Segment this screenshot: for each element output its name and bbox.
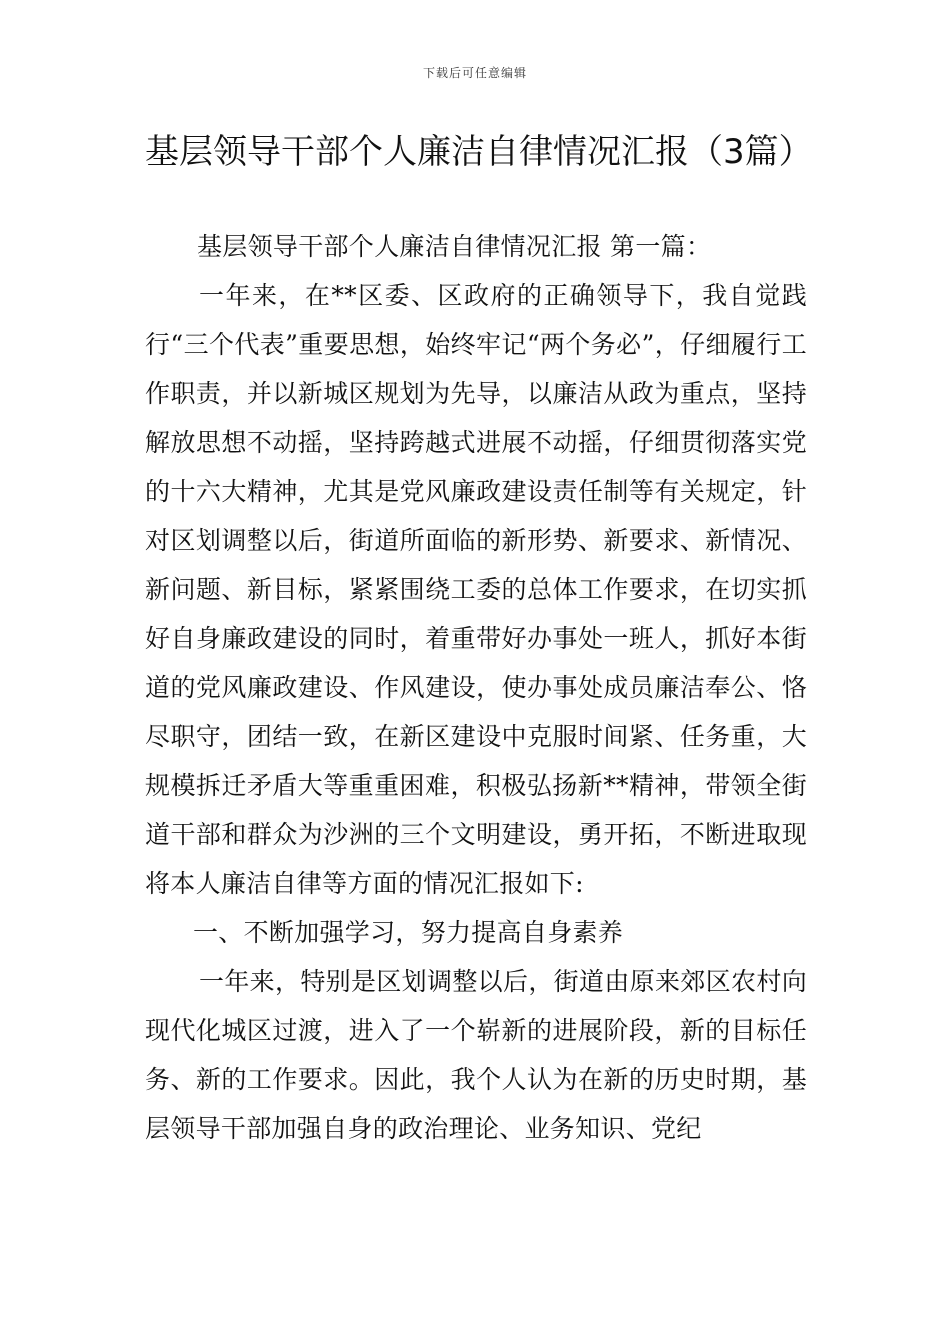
- header-note: 下载后可任意编辑: [422, 66, 527, 80]
- document-body: [145, 222, 807, 1153]
- section-subtitle: 基层领导干部个人廉洁自律情况汇报 第一篇：: [197, 232, 712, 261]
- section-heading: 一、不断加强学习，努力提高自身素养: [193, 918, 624, 947]
- paragraph-intro: 一年来，在**区委、区政府的正确领导下，我自觉践行“三个代表”重要思想，始终牢记“两个务必”，仔细履行工作职责，并以新城区规划为先导，以廉洁从政为重点，坚持解放思想不动摇，坚持跨越式进展不动摇，仔细贯彻落实党的十六大精神，尤其是党风廉政建设责任制等有关规定，针对区划调整以后，街道所面临的新形势、新要求、新情况、新问题、新目标，紧紧围绕工委的总体工作要求，在切实抓好自身廉政建设的同时，着重带好办事处一班人，抓好本街道的党风廉政建设、作风建设，使办事处成员廉洁奉公、恪尽职守，团结一致，在新区建设中克服时间紧、任务重，大规模拆迁矛盾大等重重困难，积极弘扬新**精神，带领全街道干部和群众为沙洲的三个文明建设，勇开拓，不断进取现将本人廉洁自律等方面的情况汇报如下:: [145, 281, 807, 898]
- document-title: 基层领导干部个人廉洁自律情况汇报（3篇）: [145, 132, 813, 172]
- paragraph-body: 一年来，特别是区划调整以后，街道由原来郊区农村向现代化城区过渡，进入了一个崭新的进展阶段，新的目标任务、新的工作要求。因此，我个人认为在新的历史时期，基层领导干部加强自身的政治理论、业务知识、党纪: [145, 967, 807, 1143]
